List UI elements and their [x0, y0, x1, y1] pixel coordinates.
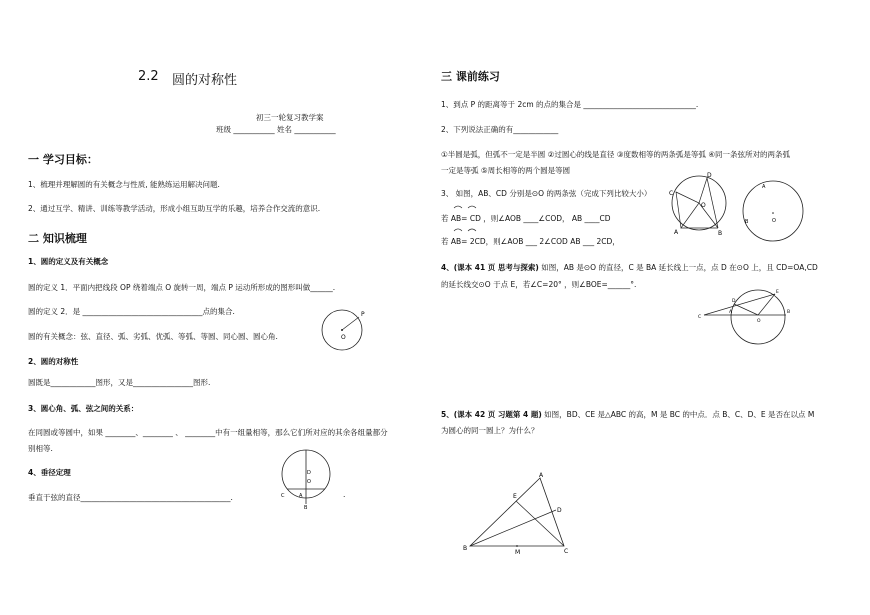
label-p: P — [361, 311, 365, 318]
section-learning-goals: 一 学习目标： — [28, 153, 98, 166]
label-a: A — [729, 310, 733, 315]
goal-1: 1、梳理并理解圆的有关概念与性质, 能熟练运用解决问题. — [28, 180, 220, 189]
question-4-source: 4、(课本 41 页 思考与探索) — [441, 263, 539, 272]
perpendicular-diameter-figure — [276, 446, 338, 512]
label-c: C — [281, 493, 285, 499]
label-o: O — [701, 202, 706, 209]
label-b: B — [787, 310, 791, 315]
question-4-line-2: 的延长线交⊙O 于点 E，若∠C=20° ，则∠BOE=______°. — [441, 280, 637, 289]
question-2: 2、下列说法正确的有____________ — [441, 125, 559, 134]
label-o: O — [757, 319, 761, 324]
circle-concepts: 圆的有关概念：弦、直径、弧、劣弧、优弧、等弧、等圆、同心圆、圆心角. — [28, 332, 278, 341]
knowledge-3-heading: 3、圆心角、弧、弦之间的关系： — [28, 404, 139, 413]
label-a: A — [299, 493, 303, 499]
label-o: O — [772, 218, 776, 224]
question-4 — [441, 262, 818, 273]
question-1: 1、到点 P 的距离等于 2cm 的点的集合是 ______________________________. — [441, 100, 699, 109]
label-a: A — [674, 229, 679, 236]
circle-definition-1: 圆的定义 1．平面内把线段 OP 绕着端点 O 旋转一周，端点 P 运动所形成的图形叫做______. — [28, 283, 336, 292]
question-4-text: 如图，AB 是⊙O 的直径，C 是 BA 延长线上一点，点 D 在⊙O 上，且 CD=OA,CD — [538, 263, 818, 272]
q4-line-oe — [758, 294, 775, 315]
label-o: O — [341, 334, 346, 341]
question-5-line-2: 为圆心的同一圆上？为什么？ — [441, 426, 539, 435]
label-d: D — [557, 507, 562, 514]
q4-circle — [731, 290, 785, 344]
label-a: A — [539, 472, 544, 479]
perpendicular-diameter-sentence: 垂直于弦的直径________________________________________. — [28, 493, 233, 502]
label-o: O — [307, 479, 311, 485]
label-d: D — [707, 172, 712, 179]
label-d: D — [307, 470, 311, 476]
arc-mark-2 — [468, 206, 476, 208]
label-c: C — [669, 190, 674, 197]
question-3-figure — [666, 170, 732, 238]
arc-mark-3 — [454, 229, 462, 231]
section-knowledge: 二 知识梳理 — [28, 232, 87, 245]
circle-definition-2: 圆的定义 2．是 ________________________________点的集合. — [28, 307, 235, 316]
q3b-circle — [743, 181, 803, 241]
label-d: D — [732, 299, 736, 304]
question-4-figure — [696, 287, 802, 347]
question-5 — [441, 409, 814, 420]
arc-marks — [452, 204, 492, 234]
knowledge-4-heading: 4、垂径定理 — [28, 468, 71, 477]
goal-2: 2、通过互学、精讲、训练等教学活动，形成小组互助互学的乐趣，培养合作交流的意识. — [28, 204, 321, 213]
q5-altitude-bd — [470, 510, 556, 546]
question-3-part-b: 若 AB= 2CD，则∠AOB ___ 2∠COD AB ___ 2CD， — [441, 237, 620, 246]
q5-point-m — [516, 545, 518, 547]
q3-triangle-aob — [676, 192, 699, 228]
stray-dot: . — [343, 490, 346, 499]
question-3: 3、 如图，AB、CD 分别是⊙O 的两条弦（完成下列比较大小） — [441, 189, 652, 198]
relation-line-1: 在同圆或等圆中，如果 ________、________ 、 ________中有一组量相等，那么它们所对应的其余各组量都分 — [28, 428, 388, 437]
label-b: B — [463, 545, 468, 552]
q4-line-od — [734, 304, 758, 315]
arc-mark-1 — [454, 206, 462, 208]
section-pre-class-exercises: 三 课前练习 — [441, 70, 500, 83]
q5-triangle-abc — [470, 478, 564, 546]
class-name-line: 班级 ___________ 姓名 ___________ — [216, 125, 336, 134]
label-c: C — [564, 548, 569, 555]
page-title: 圆的对称性 — [172, 73, 238, 88]
relation-line-2: 别相等. — [28, 444, 53, 453]
question-5-figure — [460, 470, 576, 556]
question-3-part-a: 若 AB= CD ，则∠AOB ____∠COD， AB ____CD — [441, 214, 611, 223]
label-a: A — [762, 184, 766, 190]
question-5-source: 5、(课本 42 页 习题第 4 题) — [441, 410, 542, 419]
question-2-options-1: ①半圆是弧，但弧不一定是半圆 ②过圆心的线是直径 ③度数相等的两条弧是等弧 ④同一条弦所对的两条弧 — [441, 150, 791, 159]
symmetry-sentence: 圆既是____________图形，又是________________图形. — [28, 378, 211, 387]
arc-mark-4 — [468, 229, 476, 231]
subtitle: 初三一轮复习教学案 — [256, 113, 324, 122]
knowledge-1-heading: 1、圆的定义及有关概念 — [28, 257, 109, 266]
label-e: E — [776, 290, 779, 295]
label-c: C — [698, 315, 702, 320]
knowledge-2-heading: 2、圆的对称性 — [28, 357, 79, 366]
question-3-figure-2 — [740, 178, 806, 244]
label-b: B — [745, 219, 749, 225]
label-m: M — [515, 549, 521, 556]
label-e: E — [513, 493, 517, 500]
question-5-text: 如图，BD、CE 是△ABC 的高，M 是 BC 的中点．点 B、C、D、E 是否在以点 M — [541, 410, 815, 419]
label-b: B — [304, 505, 308, 511]
lesson-number: 2.2 — [138, 69, 159, 84]
radius-op — [342, 317, 359, 330]
label-b: B — [718, 230, 723, 237]
q3b-center — [772, 212, 774, 214]
circle-op-figure — [318, 305, 378, 355]
point-o — [341, 329, 343, 331]
question-2-options-2: 一定是等弧 ⑤周长相等的两个圆是等圆 — [441, 166, 571, 175]
